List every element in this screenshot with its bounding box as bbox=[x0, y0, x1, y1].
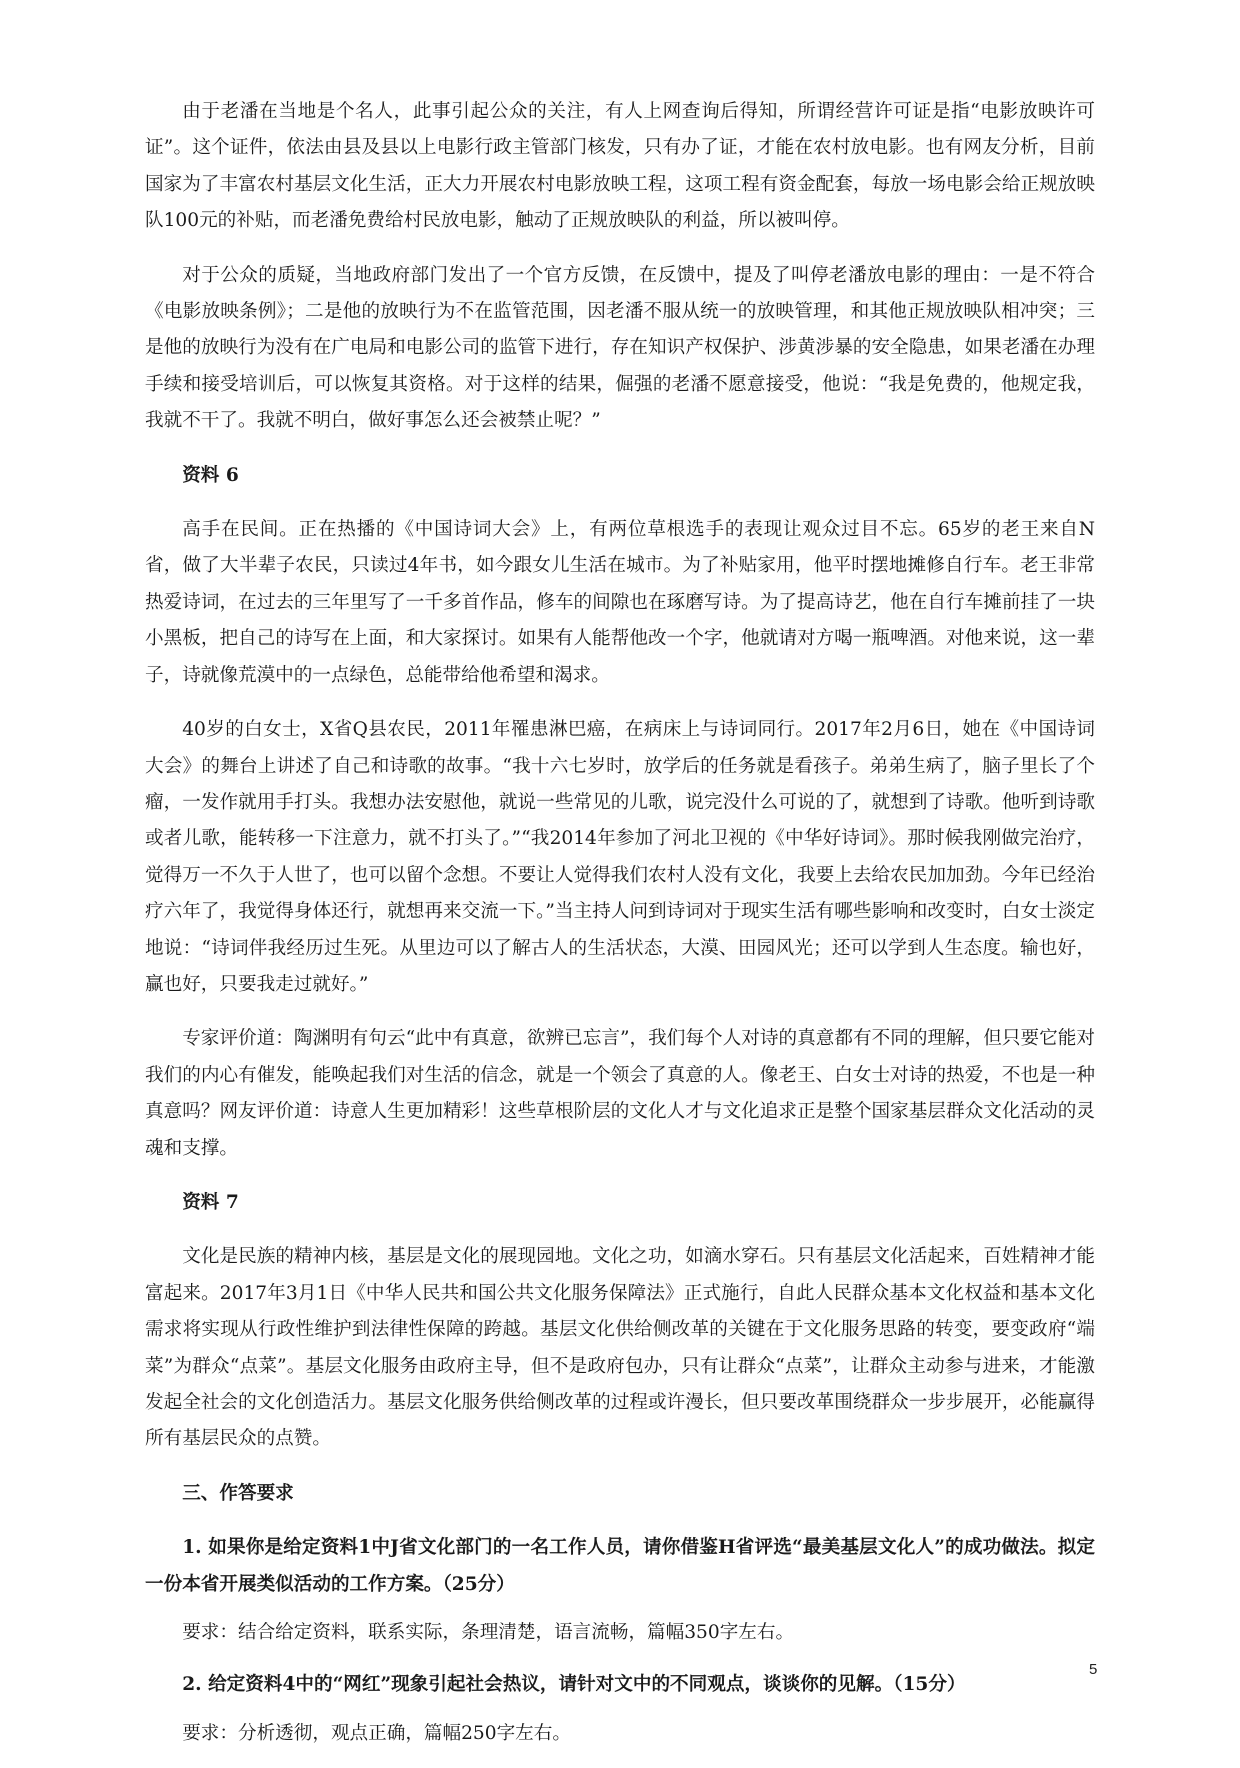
paragraph-culture: 文化是民族的精神内核，基层是文化的展现园地。文化之功，如滴水穿石。只有基层文化活起来，百姓精神才能富起来。2017年3月1日《中华人民共和国公共文化服务保障法》正式施行，自此人民群众基本文化权益和基本文化需求将实现从行政性维护到法律性保障的跨越。基层文化供给侧改革的关键在于文化服务思路的转变，要变政府“端菜”为群众“点菜”。基层文化服务由政府主导，但不是政府包办，只有让群众“点菜”，让群众主动参与进来，才能激发起全社会的文化创造活力。基层文化服务供给侧改革的过程或许漫长，但只要改革围绕群众一步步展开，必能赢得所有基层民众的点赞。 bbox=[145, 1246, 1095, 1450]
question-1-requirement: 要求：结合给定资料，联系实际，条理清楚，语言流畅，篇幅350字左右。 bbox=[182, 1622, 795, 1644]
section-heading-7: 资料 7 bbox=[182, 1191, 239, 1213]
paragraph-expert-comment: 专家评价道：陶渊明有句云“此中有真意，欲辨已忘言”，我们每个人对诗的真意都有不同的理解，但只要它能对我们的内心有催发，能唤起我们对生活的信念，就是一个领会了真意的人。像老王、白女士对诗的热爱，不也是一种真意吗？网友评价道：诗意人生更加精彩！这些草根阶层的文化人才与文化追求正是整个国家基层群众文化活动的灵魂和支撑。 bbox=[145, 1028, 1095, 1159]
section-heading-6: 资料 6 bbox=[182, 464, 239, 486]
question-1-title: 1. 如果你是给定资料1中J省文化部门的一名工作人员，请你借鉴H省评选“最美基层文化人”的成功做法。拟定一份本省开展类似活动的工作方案。（25分） bbox=[145, 1537, 1095, 1595]
requirements-heading: 三、作答要求 bbox=[182, 1482, 294, 1504]
paragraph-ms-bai: 40岁的白女士，X省Q县农民，2011年罹患淋巴癌，在病床上与诗词同行。2017年2月6日，她在《中国诗词大会》的舞台上讲述了自己和诗歌的故事。“我十六七岁时，放学后的任务就是看孩子。弟弟生病了，脑子里长了个瘤，一发作就用手打头。我想办法安慰他，就说一些常见的儿歌，说完没什么可说的了，就想到了诗歌。他听到诗歌或者儿歌，能转移一下注意力，就不打头了。”“我2014年参加了河北卫视的《中华好诗词》。那时候我刚做完治疗，觉得万一不久于人世了，也可以留个念想。不要让人觉得我们农村人没有文化，我要上去给农民加加劲。今年已经治疗六年了，我觉得身体还行，就想再来交流一下。”当主持人问到诗词对于现实生活有哪些影响和改变时，白女士淡定地说：“诗词伴我经历过生死。从里边可以了解古人的生活状态，大漠、田园风光；还可以学到人生态度。输也好，赢也好，只要我走过就好。” bbox=[145, 719, 1095, 995]
paragraph-license: 由于老潘在当地是个名人，此事引起公众的关注，有人上网查询后得知，所谓经营许可证是指“电影放映许可证”。这个证件，依法由县及县以上电影行政主管部门核发，只有办了证，才能在农村放电影。也有网友分析，目前国家为了丰富农村基层文化生活，正大力开展农村电影放映工程，这项工程有资金配套，每放一场电影会给正规放映队100元的补贴，而老潘免费给村民放电影，触动了正规放映队的利益，所以被叫停。 bbox=[145, 101, 1095, 232]
paragraph-lao-wang: 高手在民间。正在热播的《中国诗词大会》上，有两位草根选手的表现让观众过目不忘。65岁的老王来自N省，做了大半辈子农民，只读过4年书，如今跟女儿生活在城市。为了补贴家用，他平时摆地摊修自行车。老王非常热爱诗词，在过去的三年里写了一千多首作品，修车的间隙也在琢磨写诗。为了提高诗艺，他在自行车摊前挂了一块小黑板，把自己的诗写在上面，和大家探讨。如果有人能帮他改一个字，他就请对方喝一瓶啤酒。对他来说，这一辈子，诗就像荒漠中的一点绿色，总能带给他希望和渴求。 bbox=[145, 519, 1095, 686]
question-2-requirement: 要求：分析透彻，观点正确，篇幅250字左右。 bbox=[182, 1722, 571, 1744]
page-number: 5 bbox=[1089, 1661, 1098, 1678]
question-2-title: 2. 给定资料4中的“网红”现象引起社会热议，请针对文中的不同观点，谈谈你的见解。（15分） bbox=[182, 1674, 966, 1696]
paragraph-official-response: 对于公众的质疑，当地政府部门发出了一个官方反馈，在反馈中，提及了叫停老潘放电影的理由：一是不符合《电影放映条例》；二是他的放映行为不在监管范围，因老潘不服从统一的放映管理，和其他正规放映队相冲突；三是他的放映行为没有在广电局和电影公司的监管下进行，存在知识产权保护、涉黄涉暴的安全隐患，如果老潘在办理手续和接受培训后，可以恢复其资格。对于这样的结果，倔强的老潘不愿意接受，他说：“我是免费的，他规定我，我就不干了。我就不明白，做好事怎么还会被禁止呢？” bbox=[145, 264, 1095, 432]
document-page bbox=[145, 94, 1098, 1768]
